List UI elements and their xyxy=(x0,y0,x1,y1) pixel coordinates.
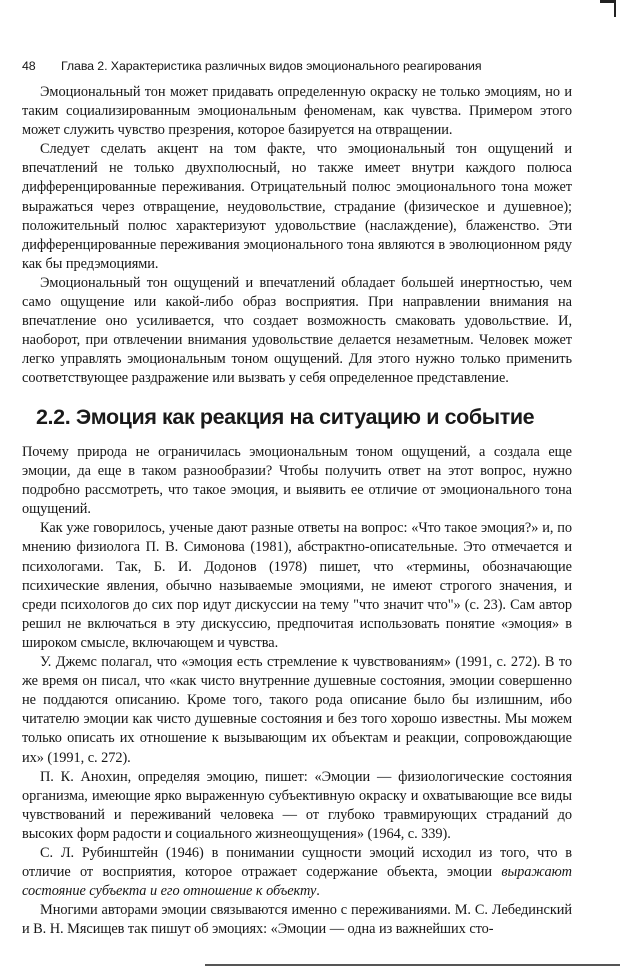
intro-text-block xyxy=(22,83,572,389)
page-corner-mark xyxy=(600,0,616,17)
page-number: 48 xyxy=(22,59,36,73)
paragraph xyxy=(22,844,572,901)
section-text-block xyxy=(22,443,572,939)
emphasized-text: выражают состояние субъекта и его отношение к объекту xyxy=(22,864,572,900)
paragraph: У. Джемс полагал, что «эмоция есть стремление к чувствованиям» (1991, с. 272). В то же время он писал, что «как чисто внутренние душевные состояния, эмоции совершенно не поддаются описанию. Кроме того, такого рода описание было бы излишним, ибо читателю эмоции как чисто душевные состояния и без того хорошо известны. Мы можем только описать их отношение к вызывающим их объектам и реакции, сопровождающие их» (1991, с. 272). xyxy=(22,654,572,766)
paragraph-text: . xyxy=(316,883,320,900)
paragraph: П. К. Анохин, определяя эмоцию, пишет: «Эмоции — физиологические состояния организма, имеющие ярко выраженную субъективную окраску и охватывающие все виды чувствований и переживаний человека — от глубоко травмирующих страданий до высоких форм радости и социального жизнеощущения» (1964, с. 339). xyxy=(22,768,572,842)
paragraph: Как уже говорилось, ученые дают разные ответы на вопрос: «Что такое эмоция?» и, по мнению физиолога П. В. Симонова (1981), абстрактно-описательные. Это отмечается и психологами. Так, Б. И. Додонов (1978) пишет, что «термины, обозначающие психические явления, обычно называемые эмоциями, не имеют строгого значения, и среди психологов до сих пор идут дискуссии на тему "что значит что"» (с. 23). Сам автор решил не включаться в эту дискуссию, предпочитая использовать понятие «эмоция» в широком смысле, включающем и чувства. xyxy=(22,520,572,651)
running-header xyxy=(22,59,582,77)
paragraph-text: С. Л. Рубинштейн (1946) в понимании сущности эмоций исходил из того, что в отличие от восприятия, которое отражает содержание объекта, эмоции xyxy=(22,844,572,881)
paragraph: Многими авторами эмоции связываются именно с переживаниями. М. С. Лебединский и В. Н. Мясищев так пишут об эмоциях: «Эмоции — одна из важнейших сто- xyxy=(22,902,572,938)
chapter-title: Глава 2. Характеристика различных видов эмоционального реагирования xyxy=(61,59,482,73)
paragraph: Почему природа не ограничилась эмоциональным тоном ощущений, а создала еще эмоции, да еще в таком разнообразии? Чтобы получить ответ на этот вопрос, нужно подробно рассмотреть, что такое эмоция, и выявить ее отличие от эмоционального тона ощущений. xyxy=(22,444,572,518)
paragraph: Эмоциональный тон может придавать определенную окраску не только эмоциям, но и таким социализированным эмоциональным феноменам, как чувства. Примером этого может служить чувство презрения, которое базируется на отвращении. xyxy=(22,84,572,139)
section-heading: 2.2. Эмоция как реакция на ситуацию и событие xyxy=(36,405,535,429)
paragraph: Эмоциональный тон ощущений и впечатлений обладает большей инертностью, чем само ощущение или какой-либо образ восприятия. При направлении внимания на впечатление оно усиливается, что создает возможность смаковать удовольствие. И, наоборот, при отвлечении внимания удовольствие делается незаметным. Человек может легко управлять эмоциональным тоном ощущений. Для этого нужно только применить соответствующее раздражение или вызвать у себя определенное представление. xyxy=(22,274,572,387)
scan-edge-line xyxy=(205,964,620,966)
paragraph: Следует сделать акцент на том факте, что эмоциональный тон ощущений и впечатлений не только двухполюсный, но также имеет внутри каждого полюса дифференцированные переживания. Отрицательный полюс эмоционального тона может выражаться через отвращение, неудовольствие, страдание (физическое и душевное); положительный полюс характеризуют удовольствие (наслаждение), блаженство. Эти дифференцированные переживания эмоционального тона являются в эволюционном ряду как бы предэмоциями. xyxy=(22,141,572,272)
